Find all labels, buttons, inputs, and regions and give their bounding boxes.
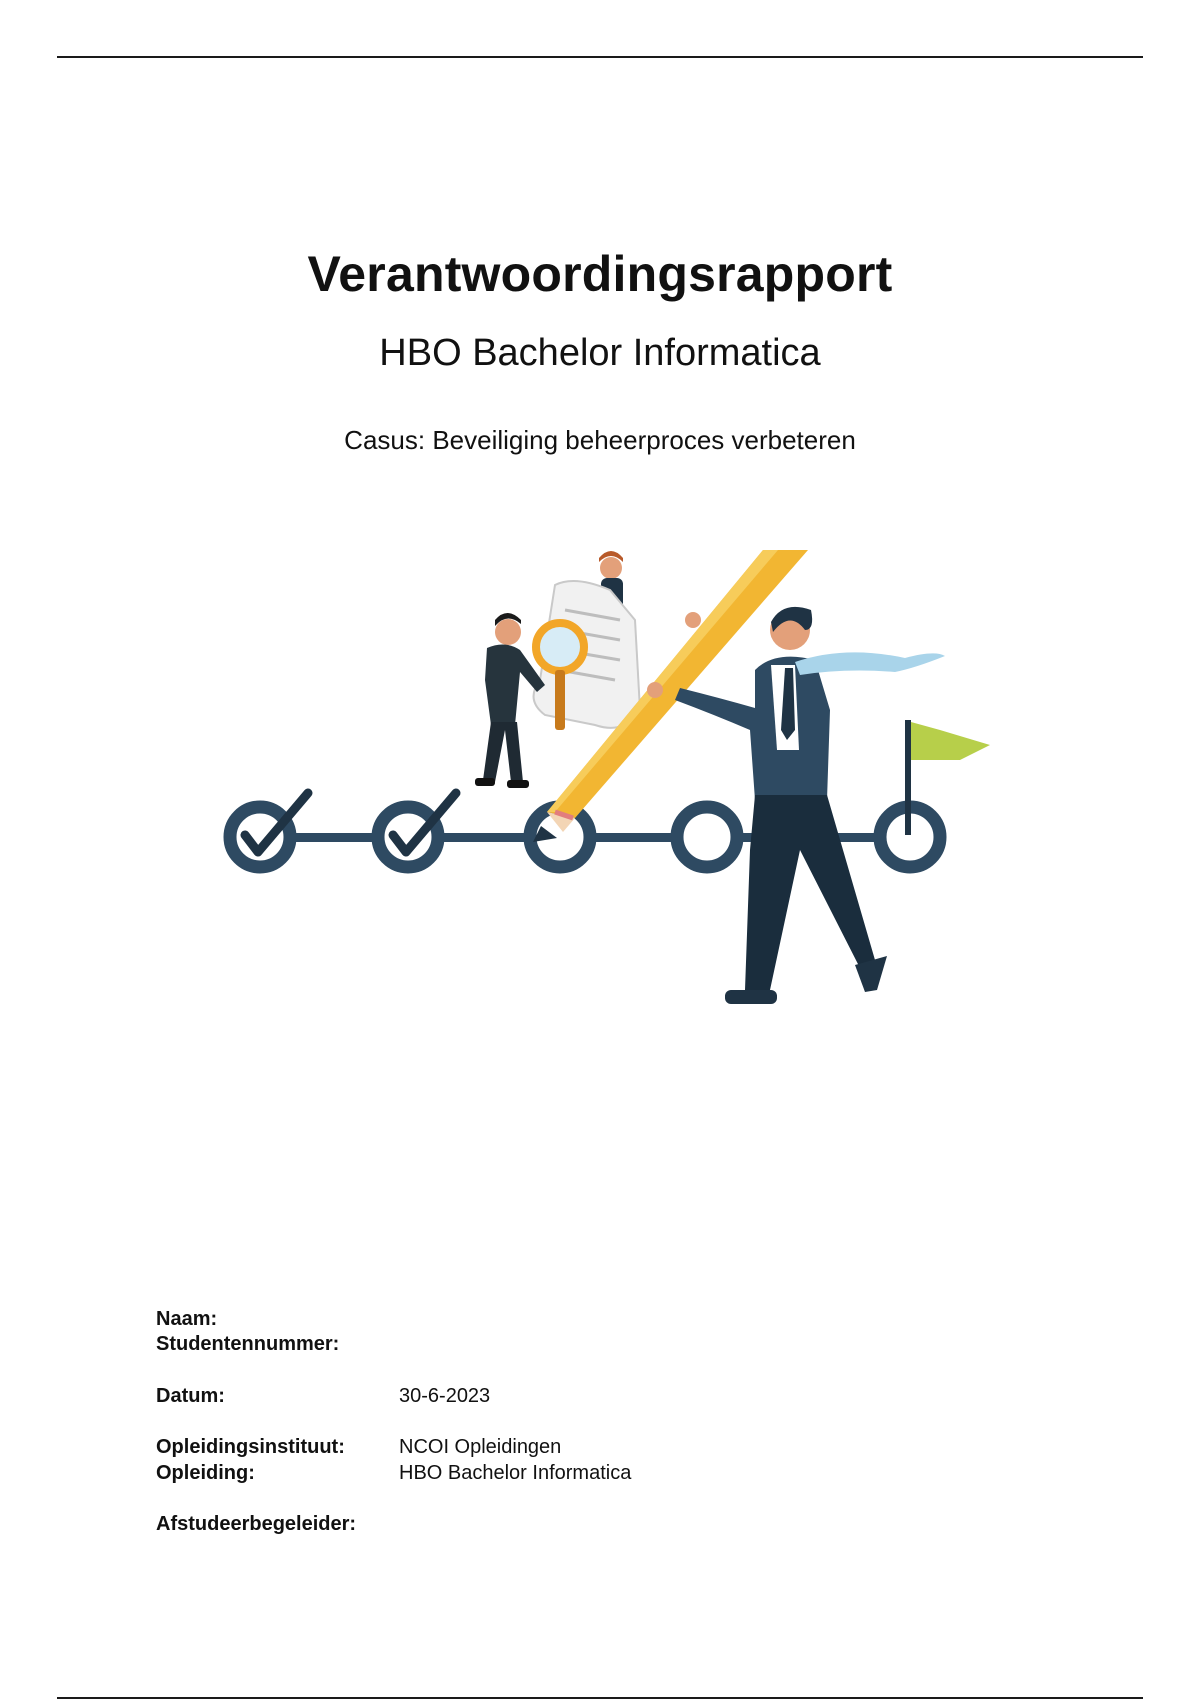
instituut-label: Opleidingsinstituut: xyxy=(156,1436,345,1458)
instituut-value: NCOI Opleidingen xyxy=(399,1436,562,1458)
studentnummer-label: Studentennummer: xyxy=(156,1333,340,1355)
milestone-step-2 xyxy=(378,793,456,867)
opleiding-value: HBO Bachelor Informatica xyxy=(399,1462,632,1484)
naam-label: Naam: xyxy=(156,1308,218,1330)
document-title: Verantwoordingsrapport xyxy=(307,246,893,302)
milestone-step-4 xyxy=(677,807,737,867)
datum-value: 30-6-2023 xyxy=(399,1385,491,1407)
progress-milestones-illustration xyxy=(215,550,1005,1030)
opleiding-label: Opleiding: xyxy=(156,1462,255,1484)
datum-label: Datum: xyxy=(156,1385,225,1407)
begeleider-label: Afstudeerbegeleider: xyxy=(156,1513,357,1535)
document-subtitle: HBO Bachelor Informatica xyxy=(379,332,821,374)
header-rule xyxy=(57,56,1143,58)
milestone-step-1 xyxy=(230,793,308,867)
case-description: Casus: Beveiliging beheerproces verbeteren xyxy=(344,425,856,455)
footer-rule xyxy=(57,1697,1143,1699)
